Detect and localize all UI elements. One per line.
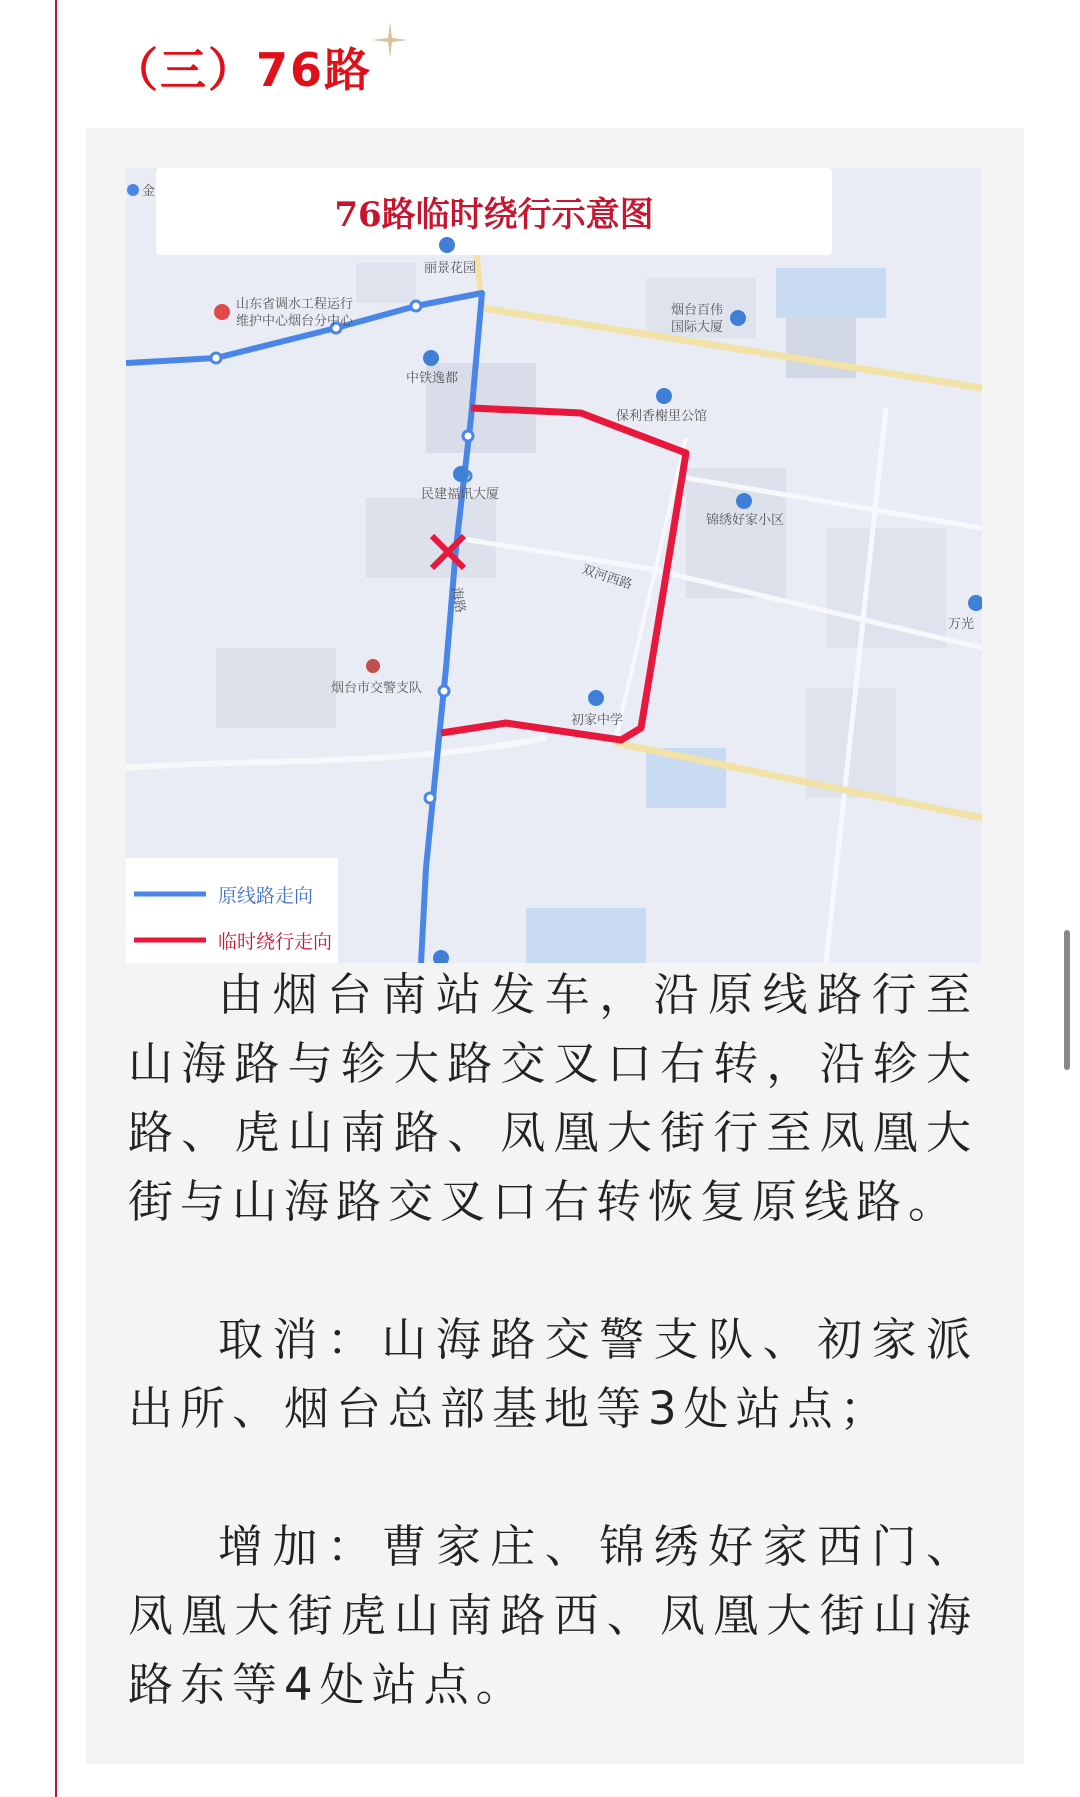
- map-legend: [126, 858, 338, 963]
- map-title: 76路临时绕行示意图: [334, 195, 654, 235]
- svg-text:保利香榭里公馆: 保利香榭里公馆: [616, 409, 708, 424]
- left-accent-rule: [55, 0, 57, 1797]
- svg-text:金: 金: [142, 184, 156, 199]
- svg-text:临时绕行走向: 临时绕行走向: [218, 931, 333, 953]
- svg-text:烟台百伟: 烟台百伟: [671, 303, 724, 318]
- svg-text:中铁逸都: 中铁逸都: [406, 371, 459, 386]
- sparkle-icon: [370, 20, 410, 60]
- detour-map: [126, 168, 982, 963]
- added-stops: 增加：曹家庄、锦绣好家西门、凤凰大街虎山南路西、凤凰大街山海路东等4处站点。: [128, 1520, 978, 1711]
- svg-text:双河西路: 双河西路: [579, 562, 634, 593]
- svg-text:烟台市交警支队: 烟台市交警支队: [331, 681, 423, 696]
- svg-text:民建福讯大厦: 民建福讯大厦: [421, 487, 500, 502]
- svg-text:维护中心烟台分中心: 维护中心烟台分中心: [236, 314, 354, 329]
- scrollbar[interactable]: [1064, 930, 1070, 1070]
- svg-text:锦绣好家小区: 锦绣好家小区: [706, 513, 785, 528]
- route-description: 由烟台南站发车，沿原线路行至山海路与轸大路交叉口右转，沿轸大路、虎山南路、凤凰大街行至凤凰大街与山海路交叉口右转恢复原线路。: [128, 968, 978, 1228]
- section-title: （三）76路: [112, 43, 373, 97]
- svg-text:国际大厦: 国际大厦: [671, 320, 724, 335]
- svg-text:初家中学: 初家中学: [571, 713, 624, 728]
- svg-text:山东省调水工程运行: 山东省调水工程运行: [236, 297, 354, 312]
- svg-text:海路: 海路: [448, 586, 468, 615]
- svg-text:万光: 万光: [948, 617, 975, 632]
- cancelled-stops: 取消：山海路交警支队、初家派出所、烟台总部基地等3处站点；: [128, 1313, 978, 1435]
- svg-text:丽景花园: 丽景花园: [424, 261, 477, 276]
- svg-text:原线路走向: 原线路走向: [218, 885, 314, 907]
